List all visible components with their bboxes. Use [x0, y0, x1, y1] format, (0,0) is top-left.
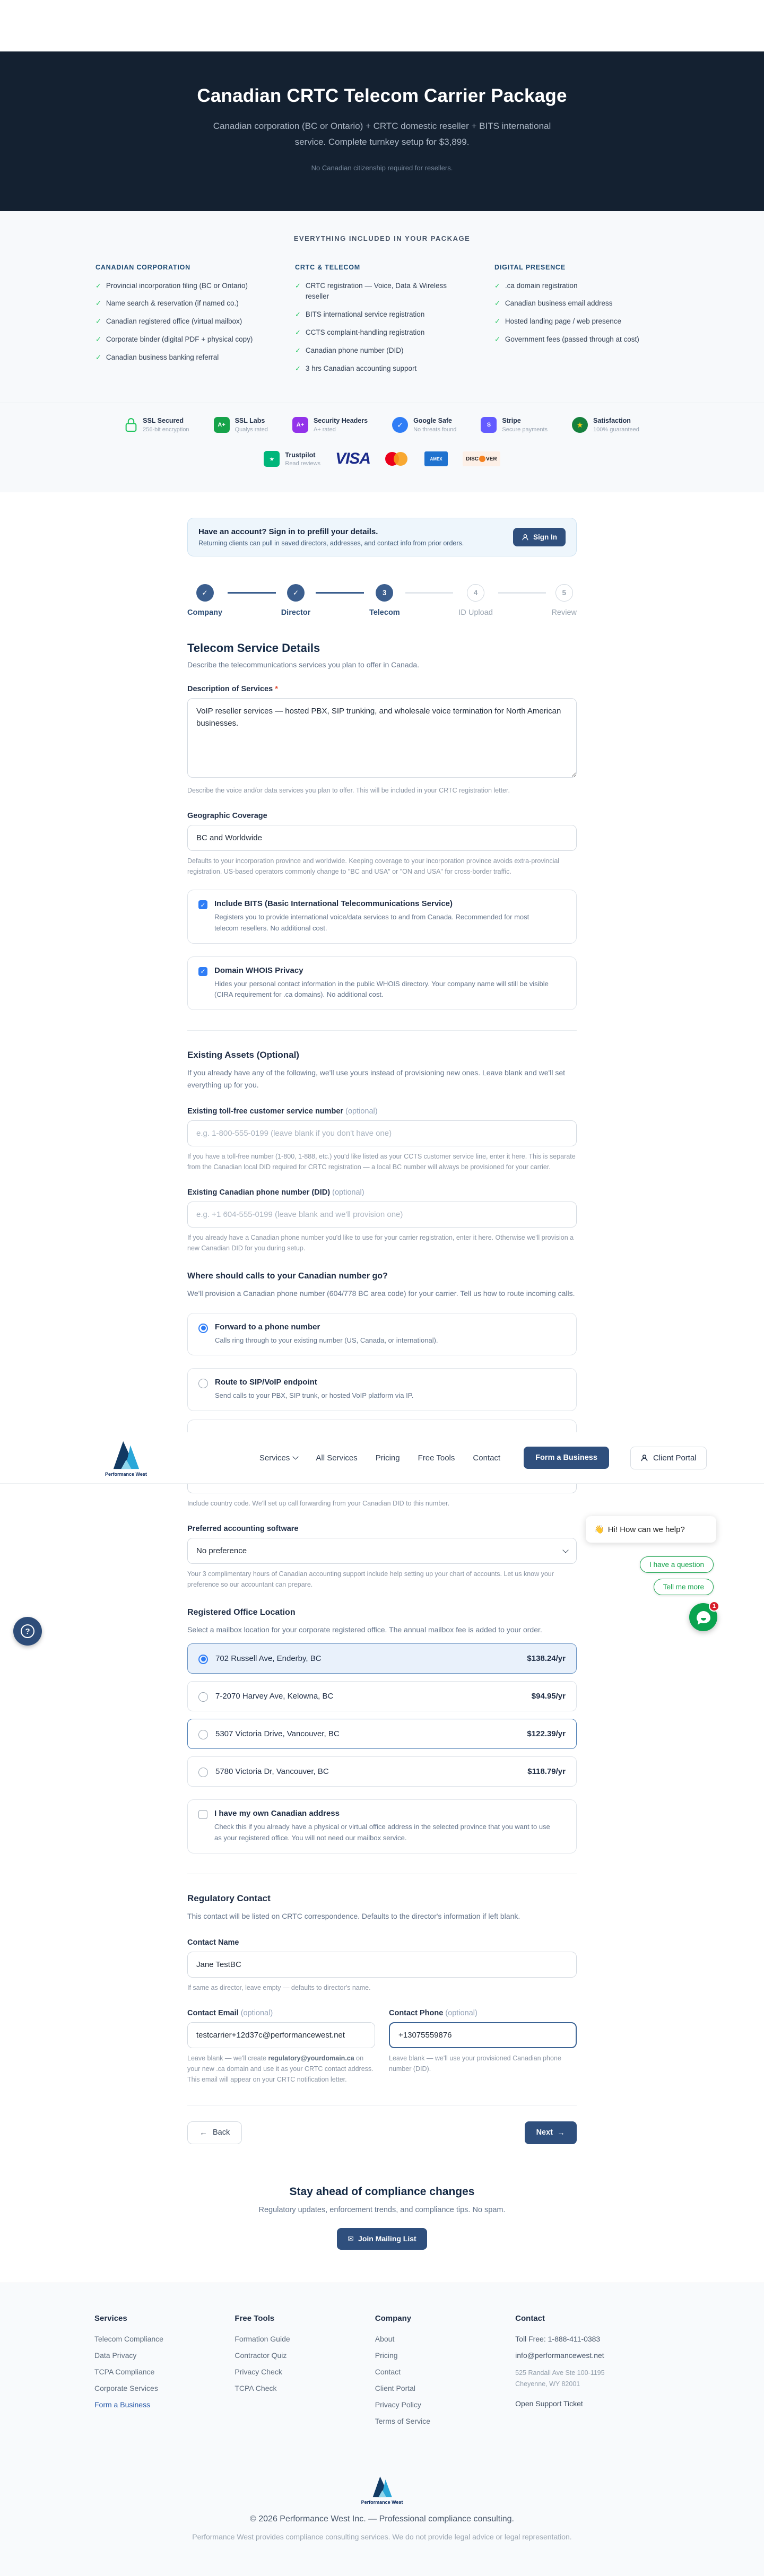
did-input[interactable]: [187, 1202, 577, 1228]
step-telecom-active[interactable]: 3 Telecom: [369, 584, 400, 617]
geo-input[interactable]: [187, 825, 577, 851]
checkbox-checked-icon[interactable]: [198, 967, 207, 976]
check-icon: [494, 281, 500, 292]
footer-col-services: Services Telecom Compliance Data Privacy TCPA Compliance Corporate Services Form a Business: [94, 2314, 235, 2433]
footer-link-formation-guide[interactable]: Formation Guide: [235, 2334, 290, 2343]
assets-heading: Existing Assets (Optional): [187, 1050, 299, 1060]
office-heading: Registered Office Location: [187, 1608, 296, 1617]
chevron-down-icon: [293, 1454, 299, 1459]
description-textarea[interactable]: [187, 698, 577, 778]
routing-question: Where should calls to your Canadian number go?: [187, 1272, 388, 1281]
list-item: ✓ BITS international service registration: [295, 309, 454, 320]
radio-unselected-icon[interactable]: [198, 1379, 208, 1388]
footer-link-contact[interactable]: Contact: [375, 2367, 401, 2376]
chat-chip-tell-me-more[interactable]: Tell me more: [654, 1579, 714, 1595]
logo-caption: Performance West: [105, 1471, 147, 1477]
list-item: ✓ Provincial incorporation filing (BC or Ontario): [96, 281, 255, 292]
column-title: DIGITAL PRESENCE: [494, 263, 566, 271]
office-option-victoria-drive[interactable]: 5307 Victoria Drive, Vancouver, BC $122.39/yr: [187, 1719, 577, 1749]
step-id-upload[interactable]: 4 ID Upload: [458, 584, 492, 617]
top-spacer: [0, 0, 764, 51]
required-asterisk: *: [275, 685, 278, 694]
join-mailing-list-button[interactable]: ✉ Join Mailing List: [337, 2228, 427, 2250]
partially-hidden-card: [187, 1420, 577, 1432]
a-plus-icon: A+: [292, 417, 308, 433]
progress-stepper: [187, 584, 577, 617]
badge-ssl-labs: A+ SSL Labs Qualys rated: [214, 417, 268, 433]
whois-title: Domain WHOIS Privacy: [214, 965, 303, 975]
routing-option-sip[interactable]: Route to SIP/VoIP endpoint Send calls to your PBX, SIP trunk, or hosted VoIP platform via IP.: [187, 1368, 577, 1411]
page-title: Canadian CRTC Telecom Carrier Package: [197, 85, 567, 106]
nav-link-services[interactable]: Services: [259, 1454, 298, 1463]
included-heading: EVERYTHING INCLUDED IN YOUR PACKAGE: [293, 234, 471, 242]
list-item: ✓ CCTS complaint-handling registration: [295, 327, 454, 338]
nav-link-pricing[interactable]: Pricing: [375, 1453, 400, 1463]
routing-desc: We'll provision a Canadian phone number (604/778 BC area code) for your carrier. Tell us how to route incoming calls.: [187, 1289, 575, 1298]
radio-unselected-icon[interactable]: [198, 1768, 208, 1777]
office-price: $122.39/yr: [527, 1729, 566, 1739]
assets-desc: If you already have any of the following, we'll use yours instead of provisioning new ones. Leave blank and we'll set everything up for you.: [187, 1068, 565, 1090]
office-desc: Select a mailbox location for your corporate registered office. The annual mailbox fee is added to your order.: [187, 1625, 542, 1634]
badge-stripe: S Stripe Secure payments: [481, 417, 548, 433]
footer-col-contact: Contact Toll Free: 1-888-411-0383 info@performancewest.net 525 Randall Ave Ste 100-1195 Cheyenne, WY 82001 Open Support Ticket: [515, 2314, 670, 2433]
step-director[interactable]: ✓ Director: [281, 584, 311, 617]
performance-west-logo-icon: [109, 1439, 142, 1470]
bits-desc: Registers you to provide international voice/data services to and from Canada. Recommended for most telecom resellers. No additional cost.: [214, 913, 529, 932]
list-item: ✓ Hosted landing page / web presence: [494, 316, 654, 327]
whois-checkbox-card[interactable]: [187, 956, 577, 1011]
signin-subtitle: Returning clients can pull in saved directors, addresses, and contact info from prior orders.: [198, 539, 464, 547]
arrow-right-icon: →: [557, 2128, 565, 2137]
footer-col-free-tools: Free Tools Formation Guide Contractor Quiz Privacy Check TCPA Check: [235, 2314, 375, 2433]
step-company[interactable]: ✓ Company: [187, 584, 222, 617]
trustpilot-badge[interactable]: ★ Trustpilot Read reviews: [264, 451, 320, 467]
discover-logo: DISC VER: [463, 451, 500, 466]
check-icon: [295, 345, 301, 356]
footer-col-company: Company About Pricing Contact Client Portal Privacy Policy Terms of Service: [375, 2314, 515, 2433]
nav-links: [259, 1454, 500, 1463]
logo-caption: Performance West: [361, 2499, 403, 2505]
office-price: $138.24/yr: [527, 1654, 566, 1664]
check-icon: [295, 309, 301, 320]
geo-helper: Defaults to your incorporation province and worldwide. Keeping coverage to your incorporation province avoids extra-provincial registration. US-based operators commonly change to "BC and USA" or "ON and USA" for cross-border traffic.: [187, 857, 560, 876]
bits-title: Include BITS (Basic International Telecommunications Service): [214, 899, 453, 909]
footer-support-ticket-link[interactable]: Open Support Ticket: [515, 2399, 583, 2408]
footer-link-terms[interactable]: Terms of Service: [375, 2416, 431, 2425]
chat-launcher-button[interactable]: [689, 1603, 717, 1631]
help-button[interactable]: [13, 1617, 42, 1646]
visa-logo: VISA: [335, 450, 371, 468]
contact-phone-helper: Leave blank — we'll use your provisioned Canadian phone number (DID).: [389, 2054, 561, 2073]
disclaimer: Performance West provides compliance consulting services. We do not provide legal advice or legal representation.: [192, 2532, 572, 2541]
mastercard-logo: [385, 451, 410, 466]
step-circle-done: ✓: [287, 584, 305, 602]
next-button[interactable]: Next →: [525, 2121, 577, 2144]
tollfree-helper: If you have a toll-free number (1-800, 1-888, etc.) you'd like listed as your CCTS customer service line, enter it here. This is separate from the Canadian local DID required for CRTC registration — a local BC number will always be provisioned for your carrier.: [187, 1153, 576, 1171]
a-plus-icon: A+: [214, 417, 230, 433]
chevron-down-icon: [562, 1547, 568, 1553]
included-column-corporation: [96, 264, 270, 382]
contact-email-helper: Leave blank — we'll create regulatory@yourdomain.ca on your new .ca domain and use it as your CRTC contact address. This email will appear on your CRTC notification letter.: [187, 2054, 374, 2083]
step-review[interactable]: 5 Review: [551, 584, 577, 617]
accounting-label: Preferred accounting software: [187, 1525, 299, 1534]
newsletter-section: [0, 2144, 764, 2283]
section-subtitle: Describe the telecommunications services you plan to offer in Canada.: [187, 660, 420, 669]
step-circle-pending: 5: [555, 584, 573, 602]
step-circle-active: 3: [376, 584, 393, 602]
footer-link-about[interactable]: About: [375, 2334, 395, 2343]
badge-satisfaction: ★ Satisfaction 100% guaranteed: [572, 417, 639, 433]
radio-selected-icon[interactable]: [198, 1324, 208, 1333]
included-column-digital: [494, 264, 668, 382]
geo-label: Geographic Coverage: [187, 812, 267, 821]
hero-subtitle: Canadian corporation (BC or Ontario) + CRTC domestic reseller + BITS international service. Complete turnkey setup for $3,899.: [213, 121, 551, 147]
contact-name-input[interactable]: [187, 1952, 577, 1978]
footer-email[interactable]: info@performancewest.net: [515, 2351, 604, 2360]
check-icon: [96, 298, 101, 309]
person-icon: [522, 534, 529, 541]
accounting-select[interactable]: No preference: [187, 1538, 577, 1564]
footer-bottom: [0, 2449, 764, 2576]
check-icon: [96, 316, 101, 327]
contact-name-label: Contact Name: [187, 1938, 239, 1947]
mail-icon: ✉: [348, 2234, 354, 2243]
lock-icon: [125, 417, 137, 432]
whois-desc: Hides your personal contact information in the public WHOIS directory. Your company name will still be visible (CIRA requirement for .ca domains). No additional cost.: [214, 979, 549, 999]
radio-unselected-icon[interactable]: [198, 1730, 208, 1739]
nav-link-free-tools[interactable]: Free Tools: [418, 1453, 455, 1463]
form-a-business-button[interactable]: Form a Business: [524, 1447, 609, 1469]
footer-link-form-a-business[interactable]: Form a Business: [94, 2400, 151, 2409]
footer-link-data-privacy[interactable]: Data Privacy: [94, 2351, 137, 2360]
column-title: CRTC & TELECOM: [295, 263, 360, 271]
list-item: ✓ Canadian business banking referral: [96, 352, 255, 363]
office-option-kelowna[interactable]: 7-2070 Harvey Ave, Kelowna, BC $94.95/yr: [187, 1681, 577, 1711]
chat-chip-question[interactable]: I have a question: [640, 1556, 714, 1573]
chat-greeting-text: Hi! How can we help?: [607, 1525, 685, 1534]
copyright: © 2026 Performance West Inc. — Professional compliance consulting.: [250, 2514, 514, 2523]
back-button[interactable]: ← Back: [187, 2121, 242, 2144]
included-column-telecom: [295, 264, 469, 382]
contact-name-helper: If same as director, leave empty — defaults to director's name.: [187, 1983, 371, 1991]
accounting-helper: Your 3 complimentary hours of Canadian accounting support include help setting up your chart of accounts. Let us know your preference so our accountant can prepare.: [187, 1570, 554, 1589]
check-icon: [494, 298, 500, 309]
footer-link-contractor-quiz[interactable]: Contractor Quiz: [235, 2351, 287, 2360]
list-item: ✓ 3 hrs Canadian accounting support: [295, 363, 454, 375]
footer-link-corporate-services[interactable]: Corporate Services: [94, 2383, 158, 2392]
newsletter-sub: Regulatory updates, enforcement trends, and compliance tips. No spam.: [258, 2205, 506, 2214]
routing-option-forward[interactable]: Forward to a phone number Calls ring through to your existing number (US, Canada, or international).: [187, 1313, 577, 1356]
radio-unselected-icon[interactable]: [198, 1692, 208, 1702]
site-footer: [0, 2283, 764, 2576]
step-circle-pending: 4: [467, 584, 484, 602]
regulatory-desc: This contact will be listed on CRTC correspondence. Defaults to the director's information if left blank.: [187, 1911, 520, 1920]
column-title: CANADIAN CORPORATION: [96, 263, 190, 271]
office-price: $94.95/yr: [531, 1692, 566, 1701]
checkbox-checked-icon[interactable]: [198, 900, 207, 909]
list-item: ✓ Canadian phone number (DID): [295, 345, 454, 356]
contact-phone-input[interactable]: [389, 2022, 577, 2048]
office-price: $118.79/yr: [527, 1767, 566, 1777]
footer-link-pricing[interactable]: Pricing: [375, 2351, 398, 2360]
own-address-checkbox-card[interactable]: I have my own Canadian address Check this if you already have a physical or virtual office address in the selected province that you want to use as your registered office. You will not need our mailbox service.: [187, 1799, 577, 1853]
check-icon: [96, 352, 101, 363]
question-icon: ?: [21, 1624, 34, 1638]
client-portal-button[interactable]: Client Portal: [630, 1447, 707, 1469]
check-icon: [295, 281, 301, 303]
office-option-enderby[interactable]: 702 Russell Ave, Enderby, BC $138.24/yr: [187, 1643, 577, 1674]
list-item: ✓ Corporate binder (digital PDF + physical copy): [96, 334, 255, 345]
footer-phone: Toll Free: 1-888-411-0383: [515, 2334, 601, 2343]
badge-google-safe: ✓ Google Safe No threats found: [392, 417, 456, 433]
did-label: Existing Canadian phone number (DID) (optional): [187, 1188, 364, 1197]
nav-link-contact[interactable]: Contact: [473, 1453, 501, 1463]
payment-methods-row: [0, 437, 764, 492]
footer-link-client-portal[interactable]: Client Portal: [375, 2383, 416, 2392]
list-item: ✓ .ca domain registration: [494, 281, 654, 292]
did-helper: If you already have a Canadian phone number you'd like to use for your carrier registration, enter it here. Otherwise we'll provision a new Canadian DID for you during setup.: [187, 1234, 574, 1252]
footer-address: 525 Randall Ave Ste 100-1195 Cheyenne, WY 82001: [515, 2369, 605, 2388]
office-option-victoria-dr[interactable]: 5780 Victoria Dr, Vancouver, BC $118.79/yr: [187, 1756, 577, 1787]
divider: [187, 1030, 577, 1031]
contact-email-input[interactable]: [187, 2022, 375, 2048]
tollfree-input[interactable]: [187, 1120, 577, 1146]
star-icon: ★: [572, 417, 588, 433]
check-icon: [295, 327, 301, 338]
tollfree-label: Existing toll-free customer service number (optional): [187, 1107, 378, 1116]
signin-title: Have an account? Sign in to prefill your details.: [198, 527, 378, 537]
regulatory-heading: Regulatory Contact: [187, 1893, 271, 1903]
arrow-left-icon: ←: [199, 2128, 207, 2137]
list-item: ✓ CRTC registration — Voice, Data & Wireless reseller: [295, 281, 454, 303]
wave-icon: 👋: [594, 1525, 604, 1534]
description-label: Description of Services *: [187, 685, 278, 694]
check-icon: [96, 281, 101, 292]
check-icon: [295, 363, 301, 375]
check-icon: [494, 316, 500, 327]
hero-note: No Canadian citizenship required for resellers.: [311, 163, 453, 172]
discover-dot-icon: [479, 456, 485, 462]
step-connector: [498, 592, 546, 594]
trustpilot-star-icon: ★: [264, 451, 280, 467]
newsletter-heading: Stay ahead of compliance changes: [289, 2185, 475, 2198]
list-item: ✓ Name search & reservation (if named co.): [96, 298, 255, 309]
radio-selected-icon[interactable]: [198, 1655, 208, 1664]
included-section: [0, 211, 764, 403]
chat-bubble-icon: [697, 1611, 710, 1623]
footer-link-tcpa-compliance[interactable]: TCPA Compliance: [94, 2367, 155, 2376]
chat-unread-badge: 1: [709, 1601, 719, 1612]
footer-logo: [361, 2475, 403, 2505]
step-connector: [228, 592, 276, 594]
description-helper: Describe the voice and/or data services you plan to offer. This will be included in your CRTC registration letter.: [187, 787, 510, 795]
contact-email-label: Contact Email (optional): [187, 2008, 273, 2017]
site-logo[interactable]: [105, 1439, 147, 1477]
forward-helper: Include country code. We'll set up call forwarding from your Canadian DID to this number.: [187, 1500, 450, 1508]
hero-banner: [0, 51, 764, 211]
stripe-icon: S: [481, 417, 497, 433]
check-icon: [96, 334, 101, 345]
signin-banner: [187, 518, 577, 556]
badge-ssl-secured: SSL Secured 256-bit encryption: [125, 417, 189, 433]
performance-west-logo-icon: [370, 2475, 394, 2498]
amex-logo: AMEX: [424, 451, 448, 466]
person-icon: [640, 1454, 648, 1462]
nav-link-all-services[interactable]: All Services: [316, 1453, 358, 1463]
list-item: ✓ Government fees (passed through at cost): [494, 334, 654, 345]
step-circle-done: ✓: [196, 584, 214, 602]
trust-badges-row: [0, 403, 764, 437]
step-connector: [405, 592, 454, 594]
bits-checkbox-card[interactable]: [187, 890, 577, 944]
check-icon: [494, 334, 500, 345]
list-item: ✓ Canadian registered office (virtual mailbox): [96, 316, 255, 327]
checkbox-unchecked-icon[interactable]: [198, 1810, 207, 1819]
shield-check-icon: ✓: [392, 417, 408, 433]
chat-greeting-bubble[interactable]: [586, 1516, 716, 1543]
section-title: Telecom Service Details: [187, 641, 320, 655]
partially-hidden-input[interactable]: [187, 1484, 577, 1493]
sign-in-button[interactable]: Sign In: [513, 528, 566, 546]
badge-security-headers: A+ Security Headers A+ rated: [292, 417, 368, 433]
footer-link-telecom-compliance[interactable]: Telecom Compliance: [94, 2334, 163, 2343]
contact-phone-label: Contact Phone (optional): [389, 2008, 478, 2017]
footer-link-tcpa-check[interactable]: TCPA Check: [235, 2383, 277, 2392]
site-navbar: [0, 1432, 764, 1484]
footer-link-privacy-policy[interactable]: Privacy Policy: [375, 2400, 421, 2409]
footer-link-privacy-check[interactable]: Privacy Check: [235, 2367, 282, 2376]
step-connector: [316, 592, 364, 594]
list-item: ✓ Canadian business email address: [494, 298, 654, 309]
